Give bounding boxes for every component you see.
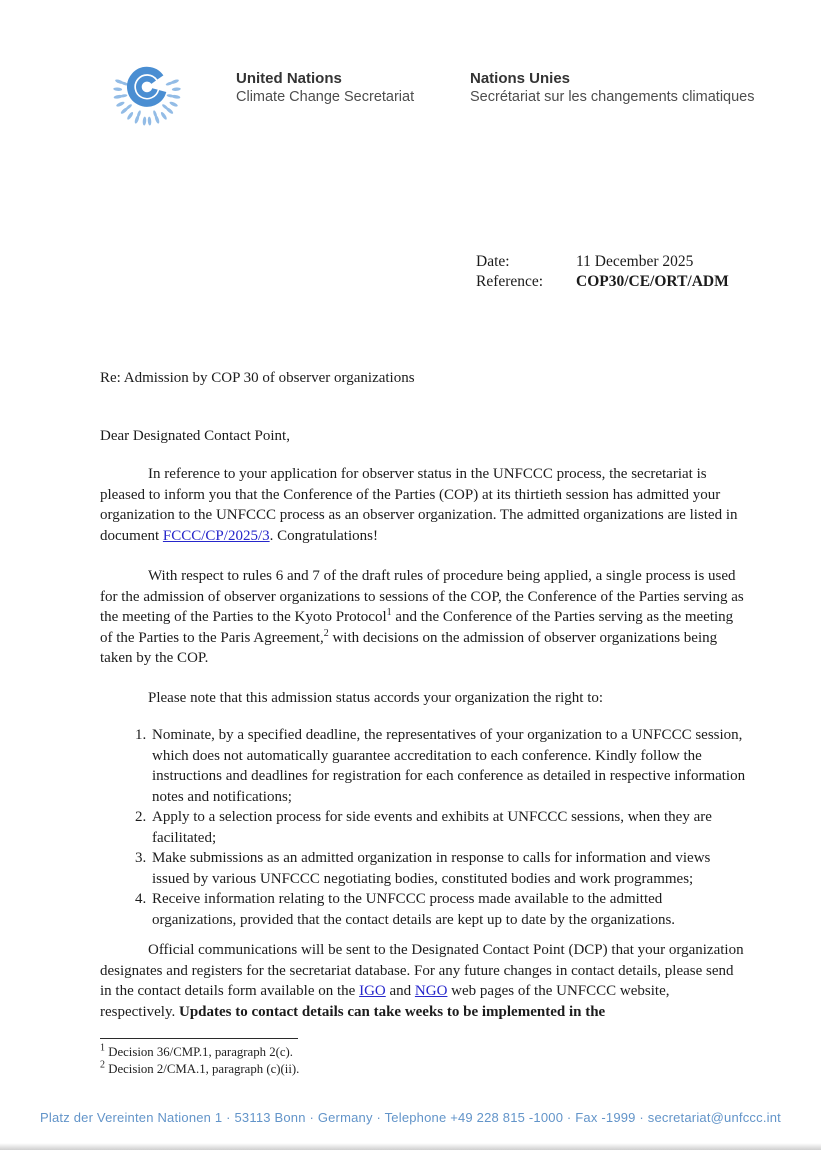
un-title-en: United Nations — [236, 70, 342, 87]
salutation: Dear Designated Contact Point, — [100, 427, 290, 444]
paragraph-admission — [100, 464, 748, 546]
date-value: 11 December 2025 — [576, 253, 694, 270]
footnote-1-marker: 1 — [100, 1042, 105, 1054]
p1-text-2: . Congratulations! — [269, 527, 378, 544]
footnotes — [100, 1038, 740, 1078]
subject-line: Re: Admission by COP 30 of observer organizations — [100, 370, 415, 386]
unfccc-emblem-icon — [98, 56, 196, 134]
p2-text-1: With respect to rules 6 and 7 of the draft rules of procedure being applied, a single process is used for the admission of observer organizations to sessions of the COP, the Conference of the Parties serving as the meeting of the Parties to the Kyoto Protocol — [100, 568, 744, 625]
p2-text-2: and the Conference of the Parties serving as the meeting of the Parties to the Paris Agreement, — [100, 609, 734, 646]
footnote-2-text: Decision 2/CMA.1, paragraph (c)(ii). — [105, 1062, 300, 1076]
reference-row — [476, 272, 729, 292]
paragraph-rights-intro: Please note that this admission status accords your organization the right to: — [148, 689, 604, 706]
ngo-link[interactable]: NGO — [414, 983, 448, 999]
footer-contact-line: Platz der Vereinten Nationen 1 · 53113 Bonn · Germany · Telephone +49 228 815 -1000 · Fax -1999 · secretariat@unfccc.int — [40, 1110, 781, 1125]
p4-bold-text: Updates to contact details can take weeks to be implemented in the — [179, 1003, 606, 1020]
letterhead-english — [236, 69, 414, 107]
letter-body — [100, 368, 748, 1022]
p1-text-1: In reference to your application for observer status in the UNFCCC process, the secretariat is pleased to inform you that the Conference of the Parties (COP) at its thirtieth session has admitted your organization to the UNFCCC process as an observer organization. The admitted organizations are listed in document — [100, 466, 738, 544]
p4-text-2: and — [385, 983, 415, 999]
un-subtitle-en: Climate Change Secretariat — [236, 89, 415, 105]
date-reference-block — [476, 252, 729, 292]
un-subtitle-fr: Secrétariat sur les changements climatiques — [470, 89, 755, 105]
footnote-ref-1: 1 — [386, 607, 392, 618]
p4-text-3: web pages of the UNFCCC website, respectively. — [100, 983, 670, 1020]
double-c-icon — [131, 70, 163, 103]
paragraph-rules — [100, 566, 748, 669]
letterhead — [0, 56, 821, 140]
footnote-1 — [100, 1044, 740, 1061]
footnote-2-marker: 2 — [100, 1059, 105, 1071]
igo-link[interactable]: IGO — [359, 983, 386, 999]
rights-list — [100, 725, 748, 930]
letterhead-french — [470, 69, 755, 107]
p2-text-3: with decisions on the admission of observer organizations being taken by the COP. — [100, 629, 718, 666]
footnote-ref-2: 2 — [323, 627, 329, 639]
footnote-1-text: Decision 36/CMP.1, paragraph 2(c). — [105, 1045, 294, 1059]
list-item: 3. Make submissions as an admitted organization in response to calls for information and views issued by various UNFCCC negotiating bodies, constituted bodies and work programmes; — [150, 848, 748, 889]
date-label: Date: — [476, 253, 510, 270]
p4-text-1: Official communications will be sent to the Designated Contact Point (DCP) that your organization designates and registers for the secretariat database. For any future changes in contact details, please send in the contact details form available on the — [100, 942, 744, 999]
footnote-2 — [100, 1061, 740, 1078]
reference-value: COP30/CE/ORT/ADM — [576, 273, 729, 290]
page-footer — [0, 1110, 821, 1125]
page-edge-shadow — [0, 1143, 821, 1150]
document-link[interactable]: FCCC/CP/2025/3 — [162, 527, 270, 544]
reference-label: Reference: — [476, 273, 544, 290]
paragraph-communications — [100, 940, 748, 1022]
list-item: 4. Receive information relating to the UNFCCC process made available to the admitted organizations, provided that the contact details are kept up to date by the organizations. — [150, 889, 748, 930]
footnote-separator — [100, 1038, 298, 1039]
un-title-fr: Nations Unies — [470, 70, 571, 87]
list-item: 1. Nominate, by a specified deadline, the representatives of your organization to a UNFCCC session, which does not automatically guarantee accreditation to each conference. Kindly follow the instructions and deadlines for registration for each conference as detailed in respective information notes and notifications; — [150, 725, 748, 807]
list-item: 2. Apply to a selection process for side events and exhibits at UNFCCC sessions, when they are facilitated; — [150, 807, 748, 848]
date-row — [476, 252, 729, 272]
